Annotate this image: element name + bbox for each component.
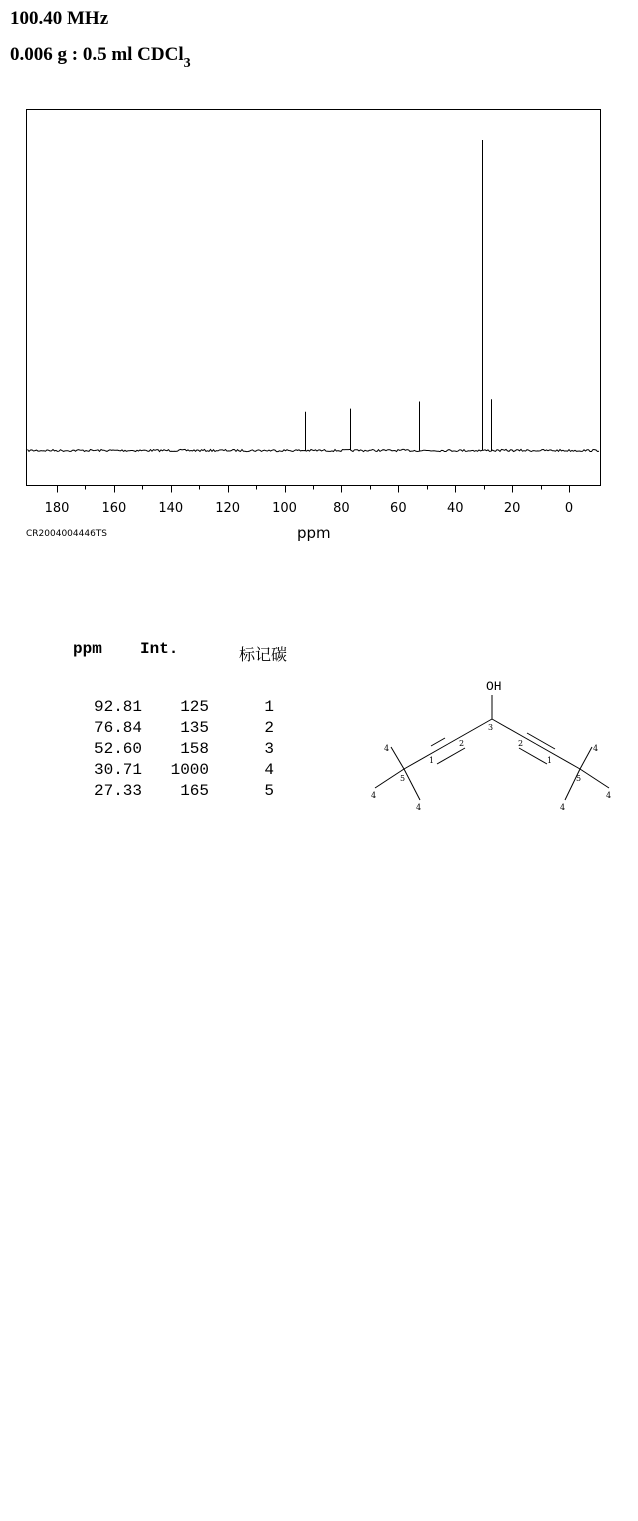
atom-label-c4-right-down: 4 (560, 803, 566, 812)
bond-triple-left-b (431, 738, 445, 746)
atom-label-c4-right-up: 4 (593, 744, 599, 753)
cell-ppm: 27.33 (93, 782, 142, 800)
atom-label-c4-right-side: 4 (606, 791, 612, 800)
bond-triple-right-a (536, 744, 580, 769)
x-tick-label: 0 (564, 501, 574, 516)
cell-carbon: 2 (264, 719, 274, 737)
bond-c5-c4-right-up (580, 747, 592, 769)
atom-label-c2-left: 2 (459, 739, 465, 748)
cell-ppm: 92.81 (93, 698, 142, 716)
sample-subscript: 3 (183, 56, 191, 71)
x-tick-label: 120 (215, 501, 241, 516)
bond-triple-left-a (404, 744, 448, 769)
bond-triple-right-c (519, 748, 547, 764)
x-tick-label: 160 (101, 501, 127, 516)
cell-int: 135 (180, 719, 209, 737)
bond-c3-c2-right (492, 719, 536, 744)
col-header-int: Int. (140, 640, 179, 658)
bond-triple-left-c (437, 748, 465, 764)
bond-c5-c4-right-side (580, 769, 609, 788)
atom-label-c5-right: 5 (576, 774, 582, 783)
atom-label-c4-left-down: 4 (416, 803, 422, 812)
cell-int: 165 (180, 782, 209, 800)
cell-int: 125 (180, 698, 209, 716)
bond-c5-c4-left-up (391, 747, 404, 769)
x-axis-label: ppm (297, 524, 331, 542)
x-tick-label: 40 (446, 501, 464, 516)
atom-label-c3: 3 (488, 723, 494, 732)
x-tick-label: 180 (44, 501, 70, 516)
x-tick-label: 60 (390, 501, 407, 516)
atom-label-c1-right: 1 (547, 756, 553, 765)
sample-text: 0.006 g : 0.5 ml CDCl (10, 44, 184, 65)
cell-int: 1000 (170, 761, 209, 779)
atom-label-c2-right: 2 (518, 739, 524, 748)
col-header-ppm: ppm (73, 640, 102, 658)
x-tick-label: 20 (503, 501, 521, 516)
bond-c3-c2-left (448, 719, 492, 744)
cell-ppm: 52.60 (93, 740, 142, 758)
col-header-carbon: 标记碳 (239, 645, 288, 664)
cell-int: 158 (180, 740, 209, 758)
atom-label-c4-left-up: 4 (384, 744, 390, 753)
cell-carbon: 4 (264, 761, 274, 779)
cell-carbon: 3 (264, 740, 274, 758)
cell-ppm: 76.84 (93, 719, 142, 737)
cell-carbon: 5 (264, 782, 274, 800)
atom-label-c4-left-side: 4 (371, 791, 377, 800)
x-tick-label: 140 (158, 501, 184, 516)
cell-ppm: 30.71 (93, 761, 142, 779)
atom-label-c5-left: 5 (400, 774, 406, 783)
hydroxyl-label: OH (486, 679, 502, 694)
bond-c5-c4-left-down (404, 769, 420, 800)
spectrum-id: CR2004004446TS (26, 529, 108, 539)
spectrometer-frequency: 100.40 MHz (10, 8, 109, 29)
x-tick-label: 100 (272, 501, 297, 516)
atom-label-c1-left: 1 (429, 756, 435, 765)
cell-carbon: 1 (264, 698, 274, 716)
x-tick-label: 80 (333, 501, 350, 516)
